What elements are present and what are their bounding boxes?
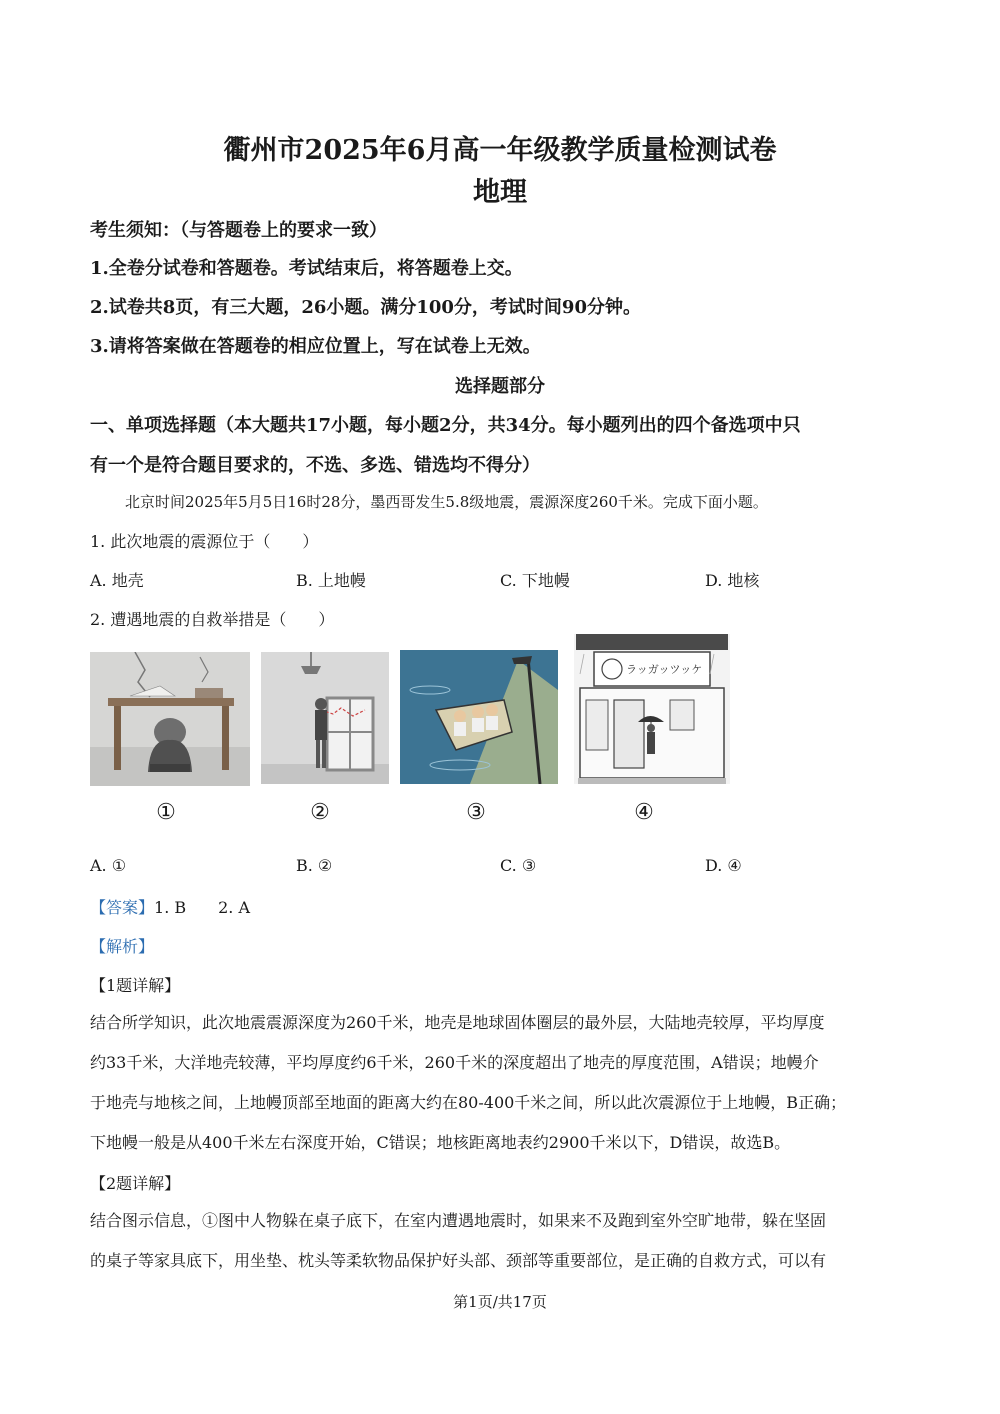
q1-option-d: D. 地核 <box>705 571 760 590</box>
q2-stem: 2. 遭遇地震的自救举措是（ ） <box>90 610 335 629</box>
picture-under-table <box>90 652 250 786</box>
answer-value: 1. B 2. A <box>154 898 251 917</box>
answer-label: 【答案】 <box>90 898 155 917</box>
q1-detail-line: 结合所学知识，此次地震震源深度为260千米，地壳是地球固体圈层的最外层，大陆地壳较厚，平均厚度 <box>90 1013 825 1032</box>
exam-title: 衢州市2025年6月高一年级教学质量检测试卷 <box>223 135 777 166</box>
q1-detail-text <box>90 1003 910 1163</box>
page-number: 第1页/共17页 <box>453 1293 547 1311</box>
q1-option-c: C. 下地幔 <box>500 571 570 590</box>
q1-stem: 1. 此次地震的震源位于（ ） <box>90 532 319 551</box>
q2-option-a: A. ① <box>90 856 127 875</box>
picture-label-4: ④ <box>634 800 654 825</box>
notice-item-3: 3.请将答案做在答题卷的相应位置上，写在试卷上无效。 <box>90 336 541 357</box>
q1-detail-line: 约33千米，大洋地壳较薄，平均厚度约6千米，260千米的深度超出了地壳的厚度范围，A错误；地幔介 <box>90 1053 819 1072</box>
picture-label-3: ③ <box>466 800 486 825</box>
picture-label-1: ① <box>156 800 176 825</box>
q1-detail-line: 下地幔一般是从400千米左右深度开始，C错误；地核距离地表约2900千米以下，D错误，故选B。 <box>90 1133 791 1152</box>
analysis-label: 【解析】 <box>90 937 155 956</box>
q1-option-a: A. 地壳 <box>90 571 144 590</box>
subject-title: 地理 <box>473 177 527 208</box>
q2-option-d: D. ④ <box>705 856 742 875</box>
passage: 北京时间2025年5月5日16时28分，墨西哥发生5.8级地震，震源深度260千米。完成下面小题。 <box>125 493 768 511</box>
q2-option-c: C. ③ <box>500 856 537 875</box>
q2-detail-line: 的桌子等家具底下，用坐垫、枕头等柔软物品保护好头部、颈部等重要部位，是正确的自救方式，可以有 <box>90 1251 827 1270</box>
notice-heading: 考生须知：（与答题卷上的要求一致） <box>90 220 387 241</box>
part1-heading-line1: 一、单项选择题（本大题共17小题，每小题2分，共34分。每小题列出的四个备选项中只 <box>90 415 801 436</box>
q2-detail-line: 结合图示信息，①图中人物躲在桌子底下，在室内遭遇地震时，如果来不及跑到室外空旷地带，躲在坚固 <box>90 1211 827 1230</box>
part1-heading-line2: 有一个是符合题目要求的，不选、多选、错选均不得分） <box>90 455 540 476</box>
q2-detail-heading: 【2题详解】 <box>90 1174 181 1193</box>
picture-boat-flood <box>400 650 558 784</box>
notice-item-2: 2.试卷共8页，有三大题，26小题。满分100分，考试时间90分钟。 <box>90 297 641 318</box>
shop-sign: ラッガッツッケ <box>626 663 703 676</box>
answer-line <box>90 895 250 918</box>
q1-detail-heading: 【1题详解】 <box>90 976 181 995</box>
notice-item-1: 1.全卷分试卷和答题卷。考试结束后，将答题卷上交。 <box>90 258 523 279</box>
picture-by-window <box>261 652 389 784</box>
q2-option-b: B. ② <box>296 856 333 875</box>
picture-label-2: ② <box>310 800 330 825</box>
q1-detail-line: 于地壳与地核之间，上地幔顶部至地面的距离大约在80-400千米之间，所以此次震源位于上地幔，B正确； <box>90 1093 847 1112</box>
q2-detail-text <box>90 1201 910 1281</box>
picture-shop-rain <box>574 634 730 784</box>
q1-option-b: B. 上地幔 <box>296 571 366 590</box>
section-title: 选择题部分 <box>455 376 545 397</box>
